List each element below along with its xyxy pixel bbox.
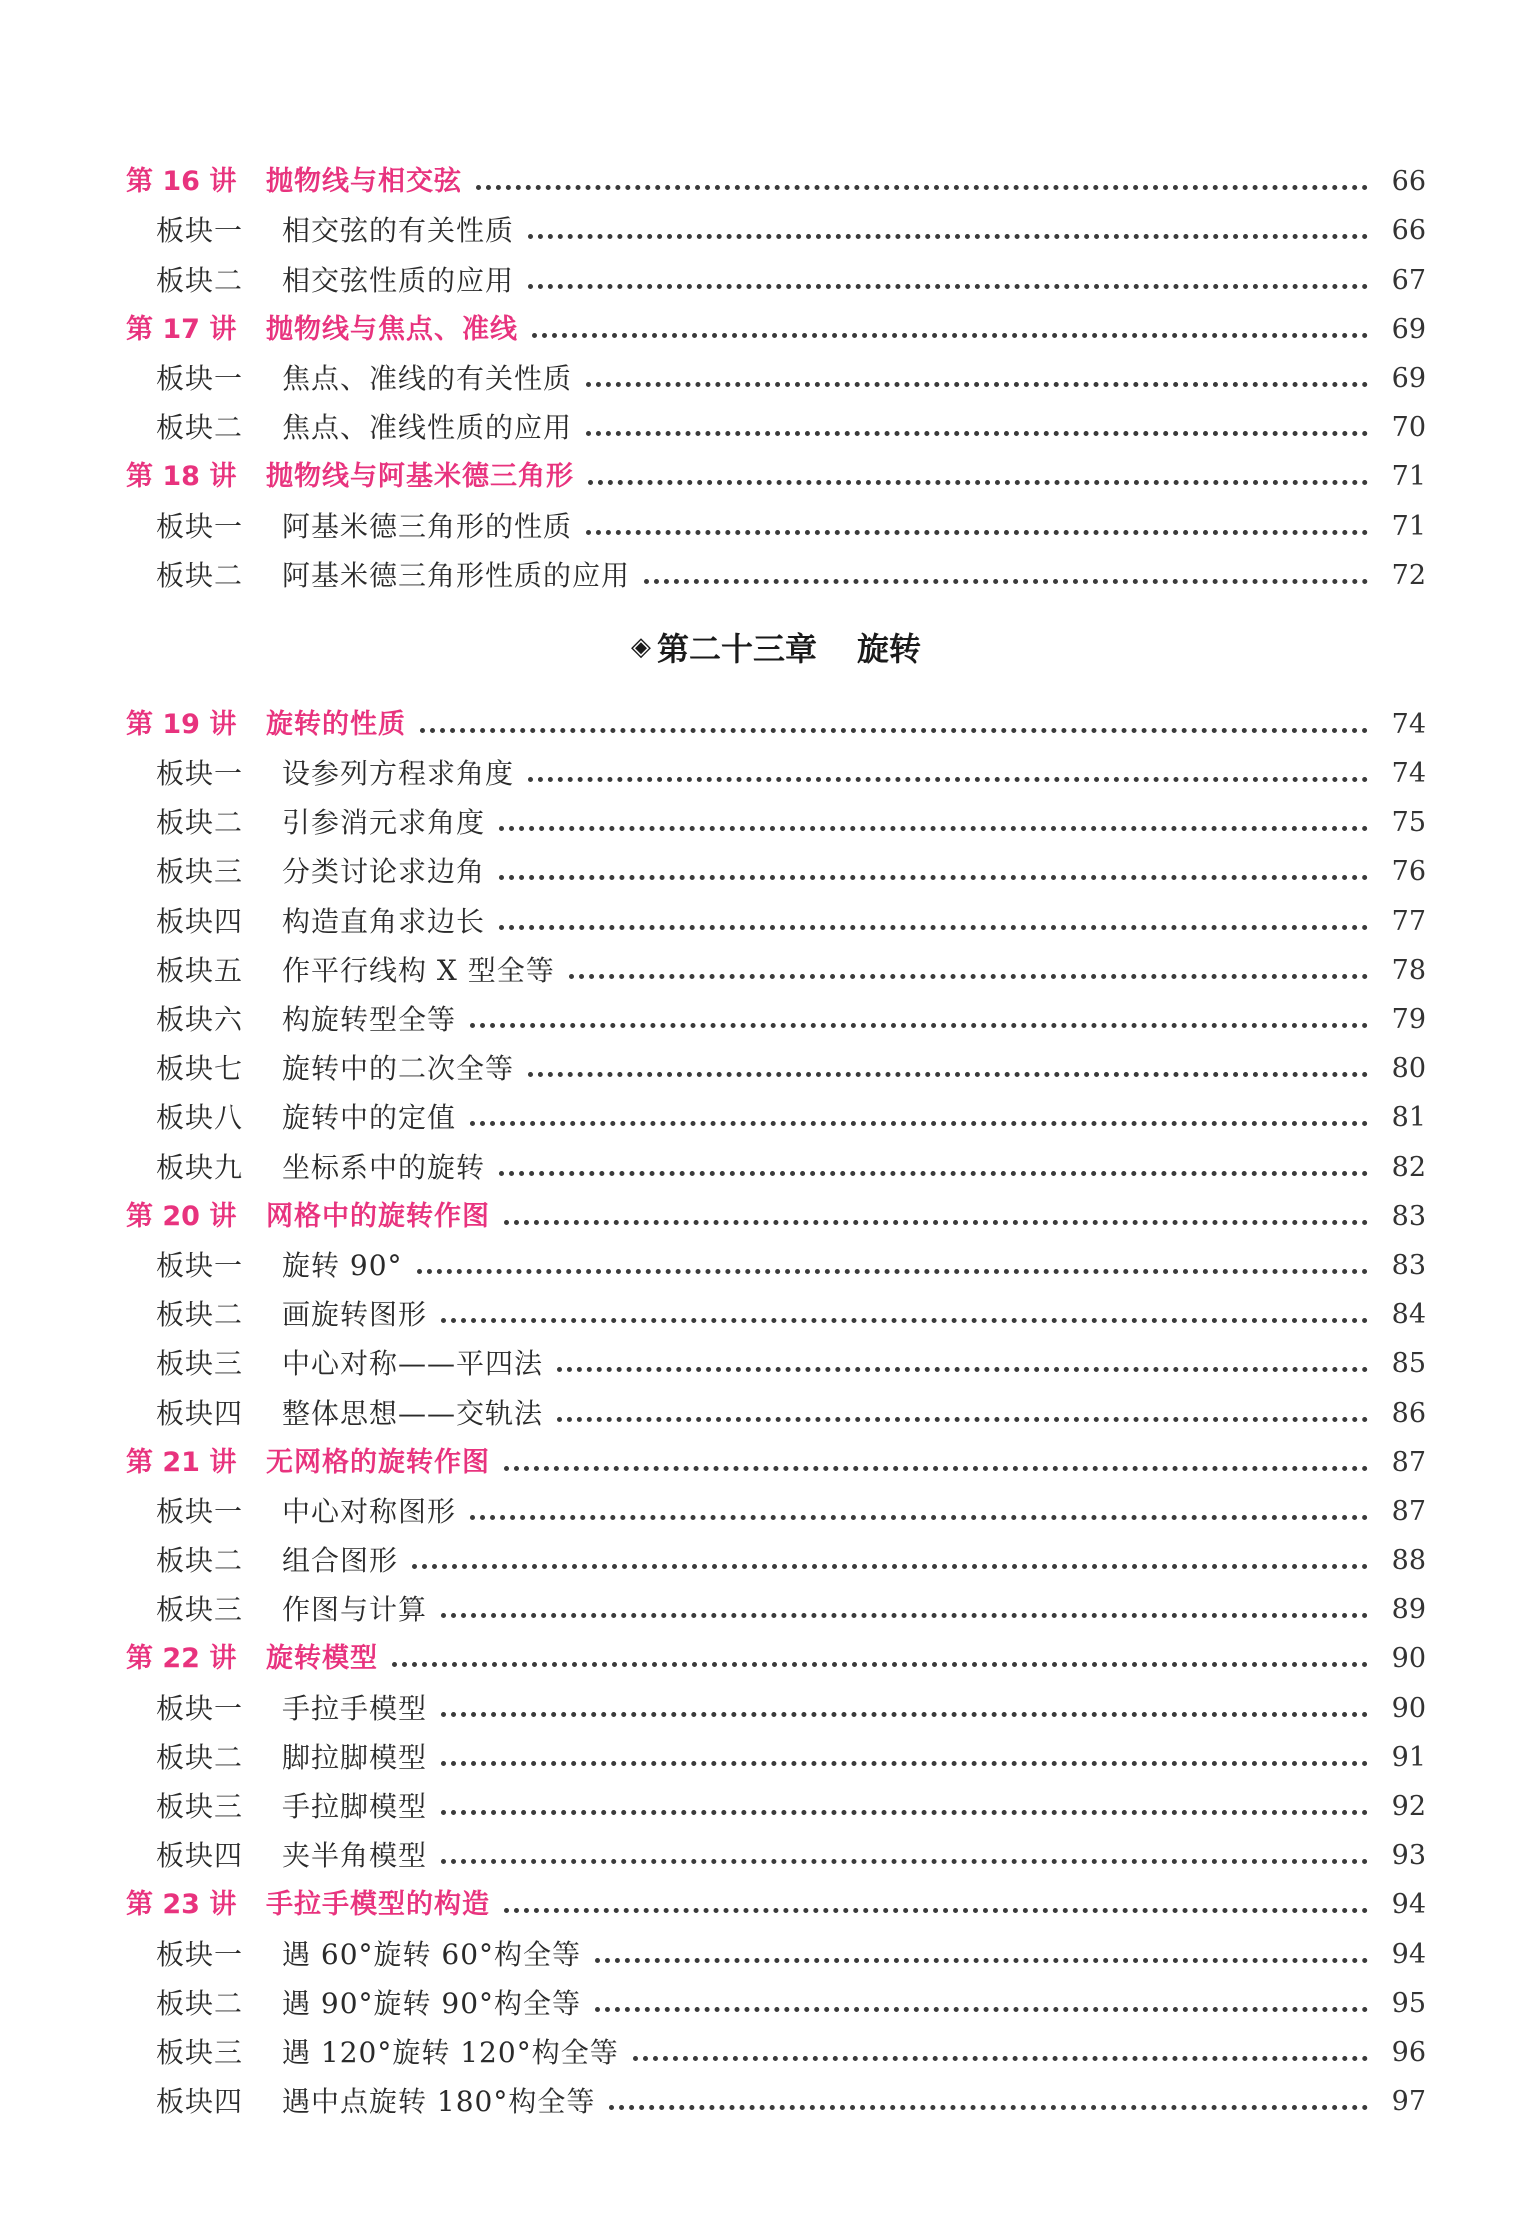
entry-number: 板块二 — [156, 1986, 244, 2020]
entry-number: 板块三 — [156, 855, 244, 889]
entry-number: 板块一 — [156, 509, 244, 543]
entry-title: 手拉手模型的构造 — [266, 1889, 490, 1921]
dot-leader — [586, 431, 1368, 436]
entry-number: 板块一 — [156, 1494, 244, 1528]
toc-block-entry[interactable] — [126, 1135, 1426, 1184]
toc-block-entry[interactable] — [126, 1824, 1426, 1873]
page-number: 74 — [1391, 708, 1426, 740]
toc-block-entry[interactable] — [126, 1086, 1426, 1135]
page-number: 83 — [1391, 1200, 1426, 1232]
page-number: 70 — [1391, 412, 1426, 444]
dot-leader — [412, 1564, 1368, 1569]
toc-block-entry[interactable] — [126, 1922, 1426, 1971]
toc-lesson-entry[interactable] — [126, 693, 1426, 742]
toc-block-entry[interactable] — [126, 396, 1426, 445]
entry-title: 脚拉脚模型 — [282, 1740, 428, 1774]
entry-title: 夹半角模型 — [282, 1839, 428, 1873]
dot-leader — [441, 1613, 1368, 1618]
entry-title: 无网格的旋转作图 — [266, 1446, 490, 1478]
page-number: 71 — [1391, 510, 1426, 542]
page-number: 95 — [1391, 1987, 1426, 2019]
toc-block-entry[interactable] — [126, 2070, 1426, 2119]
entry-number: 板块四 — [156, 904, 244, 938]
toc-block-entry[interactable] — [126, 1578, 1426, 1627]
dot-leader — [420, 728, 1368, 733]
toc-block-entry[interactable] — [126, 248, 1426, 297]
chapter-heading — [126, 597, 1426, 697]
page-number: 72 — [1391, 559, 1426, 591]
entry-title: 画旋转图形 — [282, 1298, 428, 1332]
dot-leader — [441, 1859, 1368, 1864]
page-number: 81 — [1391, 1102, 1426, 1134]
dot-leader — [588, 480, 1368, 485]
entry-title: 网格中的旋转作图 — [266, 1200, 490, 1232]
dot-leader — [441, 1318, 1368, 1323]
toc-block-entry[interactable] — [126, 1283, 1426, 1332]
entry-number: 板块二 — [156, 558, 244, 592]
dot-leader — [609, 2105, 1368, 2110]
entry-title: 旋转模型 — [266, 1643, 378, 1675]
dot-leader — [557, 1367, 1368, 1372]
entry-number: 板块三 — [156, 2035, 244, 2069]
entry-number: 第 18 讲 — [126, 461, 237, 493]
toc-lesson-entry[interactable] — [126, 445, 1426, 494]
entry-title: 手拉手模型 — [282, 1691, 428, 1725]
page-number: 66 — [1391, 166, 1426, 198]
entry-title: 中心对称图形 — [282, 1494, 457, 1528]
entry-title: 相交弦的有关性质 — [282, 214, 515, 248]
page-number: 75 — [1391, 807, 1426, 839]
entry-number: 板块三 — [156, 1347, 244, 1381]
entry-number: 板块二 — [156, 411, 244, 445]
toc-block-entry[interactable] — [126, 1529, 1426, 1578]
dot-leader — [528, 777, 1368, 782]
toc-lesson-entry[interactable] — [126, 1431, 1426, 1480]
dot-leader — [644, 579, 1368, 584]
dot-leader — [595, 1958, 1368, 1963]
diamond-icon: ◈ — [630, 631, 651, 662]
toc-block-entry[interactable] — [126, 742, 1426, 791]
entry-number: 板块四 — [156, 1839, 244, 1873]
page-number: 92 — [1391, 1791, 1426, 1822]
toc-block-entry[interactable] — [126, 988, 1426, 1037]
page-number: 77 — [1391, 905, 1426, 937]
entry-number: 第 16 讲 — [126, 166, 237, 198]
entry-number: 板块四 — [156, 1396, 244, 1430]
entry-title: 手拉脚模型 — [282, 1790, 428, 1823]
page-number: 97 — [1391, 2086, 1426, 2118]
entry-title: 旋转的性质 — [266, 708, 406, 740]
entry-number: 板块一 — [156, 1937, 244, 1971]
entry-title: 焦点、准线的有关性质 — [282, 361, 573, 395]
entry-title: 抛物线与阿基米德三角形 — [266, 461, 574, 493]
dot-leader — [633, 2056, 1368, 2061]
page-number: 67 — [1391, 264, 1426, 296]
toc-block-entry[interactable] — [126, 199, 1426, 248]
dot-leader — [569, 974, 1368, 979]
entry-number: 板块五 — [156, 953, 244, 987]
entry-title: 遇 120°旋转 120°构全等 — [282, 2035, 619, 2069]
dot-leader — [470, 1515, 1368, 1520]
toc-lesson-entry[interactable] — [126, 150, 1426, 199]
page-number: 69 — [1391, 313, 1426, 345]
entry-title: 旋转 90° — [282, 1248, 403, 1282]
dot-leader — [595, 2007, 1368, 2012]
toc-block-entry[interactable] — [126, 889, 1426, 938]
page-number: 94 — [1391, 1889, 1426, 1921]
entry-title: 坐标系中的旋转 — [282, 1150, 486, 1184]
toc-block-entry[interactable] — [126, 939, 1426, 988]
page-number: 86 — [1391, 1397, 1426, 1429]
dot-leader — [499, 875, 1368, 880]
entry-number: 板块一 — [156, 214, 244, 248]
entry-number: 板块三 — [156, 1593, 244, 1627]
page-number: 89 — [1391, 1594, 1426, 1626]
toc-block-entry[interactable] — [126, 1234, 1426, 1283]
dot-leader — [470, 1023, 1368, 1028]
toc-block-entry[interactable] — [126, 1332, 1426, 1381]
toc-block-entry[interactable] — [126, 1775, 1426, 1824]
entry-title: 作平行线构 X 型全等 — [282, 953, 555, 987]
entry-title: 分类讨论求边角 — [282, 855, 486, 889]
entry-number: 板块二 — [156, 806, 244, 840]
entry-number: 第 21 讲 — [126, 1446, 237, 1478]
toc-block-entry[interactable] — [126, 544, 1426, 593]
dot-leader — [504, 1908, 1368, 1913]
entry-title: 引参消元求角度 — [282, 806, 486, 840]
toc-block-entry[interactable] — [126, 791, 1426, 840]
page-number: 76 — [1391, 856, 1426, 888]
toc-block-entry[interactable] — [126, 1972, 1426, 2021]
page-number: 88 — [1391, 1545, 1426, 1577]
entry-number: 板块一 — [156, 757, 244, 791]
entry-title: 设参列方程求角度 — [282, 757, 515, 791]
entry-title: 抛物线与相交弦 — [266, 166, 462, 198]
entry-number: 板块九 — [156, 1150, 244, 1184]
entry-title: 相交弦性质的应用 — [282, 263, 515, 297]
entry-number: 板块三 — [156, 1790, 244, 1823]
dot-leader — [528, 284, 1368, 289]
page-number: 82 — [1391, 1151, 1426, 1183]
entry-title: 阿基米德三角形的性质 — [282, 509, 573, 543]
entry-number: 板块四 — [156, 2085, 244, 2119]
dot-leader — [504, 1466, 1368, 1471]
dot-leader — [499, 1171, 1368, 1176]
entry-title: 整体思想——交轨法 — [282, 1396, 544, 1430]
toc-block-entry[interactable] — [126, 494, 1426, 543]
entry-number: 板块一 — [156, 1248, 244, 1282]
dot-leader — [586, 530, 1368, 535]
dot-leader — [528, 234, 1368, 239]
page-number: 85 — [1391, 1348, 1426, 1380]
page-number: 78 — [1391, 954, 1426, 986]
entry-number: 板块六 — [156, 1003, 244, 1036]
entry-title: 构造直角求边长 — [282, 904, 486, 938]
toc-lesson-entry[interactable] — [126, 298, 1426, 347]
toc-lesson-entry[interactable] — [126, 1873, 1426, 1922]
chapter-number: 第二十三章 — [656, 629, 817, 668]
entry-number: 板块二 — [156, 1298, 244, 1332]
entry-title: 组合图形 — [282, 1544, 399, 1578]
entry-number: 第 22 讲 — [126, 1643, 237, 1675]
page-number: 94 — [1391, 1938, 1426, 1970]
toc-block-entry[interactable] — [126, 347, 1426, 396]
dot-leader — [441, 1712, 1368, 1717]
dot-leader — [470, 1121, 1368, 1126]
page-number: 91 — [1391, 1741, 1426, 1773]
entry-number: 板块二 — [156, 1544, 244, 1578]
toc-lesson-entry[interactable] — [126, 1185, 1426, 1234]
toc-lesson-entry[interactable] — [126, 1627, 1426, 1676]
entry-number: 板块二 — [156, 1740, 244, 1774]
page-number: 79 — [1391, 1004, 1426, 1035]
toc-block-entry[interactable] — [126, 1726, 1426, 1775]
entry-title: 旋转中的定值 — [282, 1101, 457, 1135]
page-number: 66 — [1391, 215, 1426, 247]
toc-block-entry[interactable] — [126, 1480, 1426, 1529]
page-number: 80 — [1391, 1053, 1426, 1085]
entry-title: 抛物线与焦点、准线 — [266, 313, 518, 345]
page-number: 84 — [1391, 1299, 1426, 1331]
page-number: 69 — [1391, 362, 1426, 394]
entry-number: 第 17 讲 — [126, 313, 237, 345]
chapter-title: 旋转 — [857, 629, 922, 668]
page-number: 87 — [1391, 1446, 1426, 1478]
entry-title: 作图与计算 — [282, 1593, 428, 1627]
entry-number: 第 20 讲 — [126, 1200, 237, 1232]
entry-title: 遇中点旋转 180°构全等 — [282, 2085, 596, 2119]
page-number: 90 — [1391, 1643, 1426, 1675]
dot-leader — [557, 1417, 1368, 1422]
entry-title: 遇 90°旋转 90°构全等 — [282, 1986, 582, 2020]
dot-leader — [528, 1072, 1368, 1077]
entry-title: 旋转中的二次全等 — [282, 1052, 515, 1086]
entry-number: 第 23 讲 — [126, 1889, 237, 1921]
toc-block-entry[interactable] — [126, 1381, 1426, 1430]
dot-leader — [392, 1662, 1368, 1667]
page-number: 71 — [1391, 461, 1426, 493]
entry-number: 板块七 — [156, 1052, 244, 1086]
toc-block-entry[interactable] — [126, 2021, 1426, 2070]
dot-leader — [441, 1761, 1368, 1766]
dot-leader — [441, 1810, 1368, 1815]
dot-leader — [476, 185, 1368, 190]
entry-number: 第 19 讲 — [126, 708, 237, 740]
entry-title: 中心对称——平四法 — [282, 1347, 544, 1381]
dot-leader — [499, 925, 1368, 930]
toc-block-entry[interactable] — [126, 1676, 1426, 1725]
entry-number: 板块八 — [156, 1101, 244, 1135]
toc-block-entry[interactable] — [126, 1037, 1426, 1086]
entry-title: 阿基米德三角形性质的应用 — [282, 558, 631, 592]
page-number: 74 — [1391, 758, 1426, 790]
dot-leader — [586, 382, 1368, 387]
page-number: 93 — [1391, 1840, 1426, 1872]
dot-leader — [417, 1269, 1368, 1274]
entry-title: 构旋转型全等 — [282, 1003, 457, 1036]
entry-number: 板块一 — [156, 361, 244, 395]
dot-leader — [532, 333, 1368, 338]
entry-number: 板块二 — [156, 263, 244, 297]
toc-block-entry[interactable] — [126, 840, 1426, 889]
page-number: 96 — [1391, 2036, 1426, 2068]
table-of-contents — [126, 150, 1426, 2119]
dot-leader — [499, 826, 1368, 831]
dot-leader — [504, 1220, 1368, 1225]
entry-title: 焦点、准线性质的应用 — [282, 411, 573, 445]
entry-title: 遇 60°旋转 60°构全等 — [282, 1937, 582, 1971]
entry-number: 板块一 — [156, 1691, 244, 1725]
page-number: 83 — [1391, 1249, 1426, 1281]
page-number: 90 — [1391, 1692, 1426, 1724]
page-number: 87 — [1391, 1495, 1426, 1527]
